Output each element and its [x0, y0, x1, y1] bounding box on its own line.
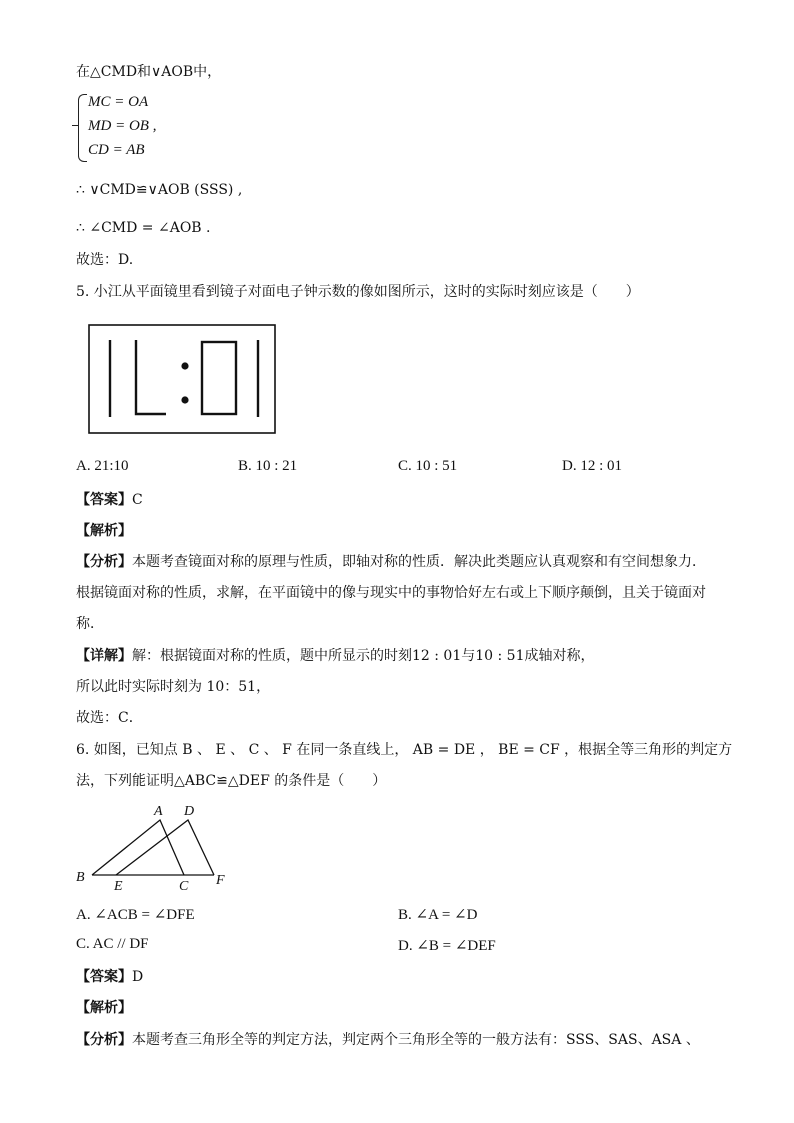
- answer-tag: 【答案】: [76, 969, 132, 985]
- q5-option-d: D. 12 : 01: [562, 458, 622, 474]
- fenxi-text: 本题考查三角形全等的判定方法，判定两个三角形全等的一般方法有：SSS、SAS、ASA 、: [132, 1032, 700, 1048]
- answer-tag: 【答案】: [76, 492, 132, 508]
- q5-fenxi-1: [76, 552, 706, 572]
- fenxi-text: 本题考查镜面对称的原理与性质，即轴对称的性质．解决此类题应认真观察和有空间想象力．: [132, 554, 706, 570]
- q5-analysis-tag: 【解析】: [76, 523, 132, 539]
- detail-tag: 【详解】: [76, 648, 132, 664]
- q6-option-b: B. ∠A = ∠D: [398, 907, 478, 923]
- q6-question-1: 6. 如图，已知点 B 、 E 、 C 、 F 在同一条直线上， AB = DE ， BE = CF ，根据全等三角形的判定方: [76, 742, 733, 758]
- q5-detail-1: [76, 646, 595, 666]
- triangle-abc: [92, 820, 184, 875]
- q6-question-2: 法，下列能证明△ABC≌△DEF 的条件是（ ）: [76, 773, 387, 789]
- q5-option-a: A. 21:10: [76, 458, 129, 474]
- label-e: E: [114, 879, 123, 892]
- detail-text: 解：根据镜面对称的性质，题中所显示的时刻12 : 01与10 : 51成轴对称，: [132, 648, 595, 664]
- fenxi-tag: 【分析】: [76, 1032, 132, 1048]
- q5-fenxi-2: 根据镜面对称的性质，求解，在平面镜中的像与现实中的事物恰好左右或上下顺序颠倒，且关于镜面对: [76, 585, 706, 601]
- q5-option-b: B. 10 : 21: [238, 458, 298, 474]
- clock-colon-dot-top: [181, 362, 188, 369]
- brace-tip: [72, 125, 78, 126]
- label-f: F: [216, 873, 225, 888]
- q6-analysis-tag: 【解析】: [76, 1000, 132, 1016]
- q5-answer: [76, 490, 143, 510]
- equation-3: CD = AB: [88, 142, 145, 158]
- proof-line-3: ∴ ∠CMD = ∠AOB .: [76, 220, 211, 236]
- fenxi-tag: 【分析】: [76, 554, 132, 570]
- equation-2: MD = OB ,: [88, 118, 157, 134]
- triangle-figure: [74, 800, 234, 892]
- q5-choose: 故选：C．: [76, 710, 143, 726]
- proof-line-2: ∴ ∨CMD≌∨AOB (SSS) ,: [76, 182, 243, 198]
- triangle-def: [116, 820, 214, 875]
- label-b: B: [76, 870, 85, 885]
- q5-option-c: C. 10 : 51: [398, 458, 458, 474]
- proof-line-4: 故选：D.: [76, 252, 134, 268]
- proof-line-1: 在△CMD和∨AOB中，: [76, 64, 222, 80]
- label-a: A: [154, 804, 163, 819]
- mirrored-clock-figure: [88, 322, 278, 436]
- clock-colon-dot-bottom: [181, 396, 188, 403]
- q6-fenxi-1: [76, 1030, 700, 1050]
- answer-value: D: [132, 969, 144, 985]
- q6-answer: [76, 967, 143, 987]
- label-c: C: [179, 879, 189, 892]
- q5-detail-2: 所以此时实际时刻为 10：51，: [76, 679, 271, 695]
- q6-option-c: C. AC // DF: [76, 936, 149, 952]
- answer-value: C: [132, 492, 143, 508]
- equation-1: MC = OA: [88, 94, 149, 110]
- q6-option-a: A. ∠ACB = ∠DFE: [76, 907, 195, 923]
- equation-system: [76, 92, 276, 164]
- q6-option-d: D. ∠B = ∠DEF: [398, 938, 496, 954]
- q5-question: 5. 小江从平面镜里看到镜子对面电子钟示数的像如图所示，这时的实际时刻应该是（ ）: [76, 284, 640, 300]
- label-d: D: [184, 804, 195, 819]
- left-brace: [78, 94, 87, 162]
- q5-fenxi-3: 称．: [76, 616, 104, 632]
